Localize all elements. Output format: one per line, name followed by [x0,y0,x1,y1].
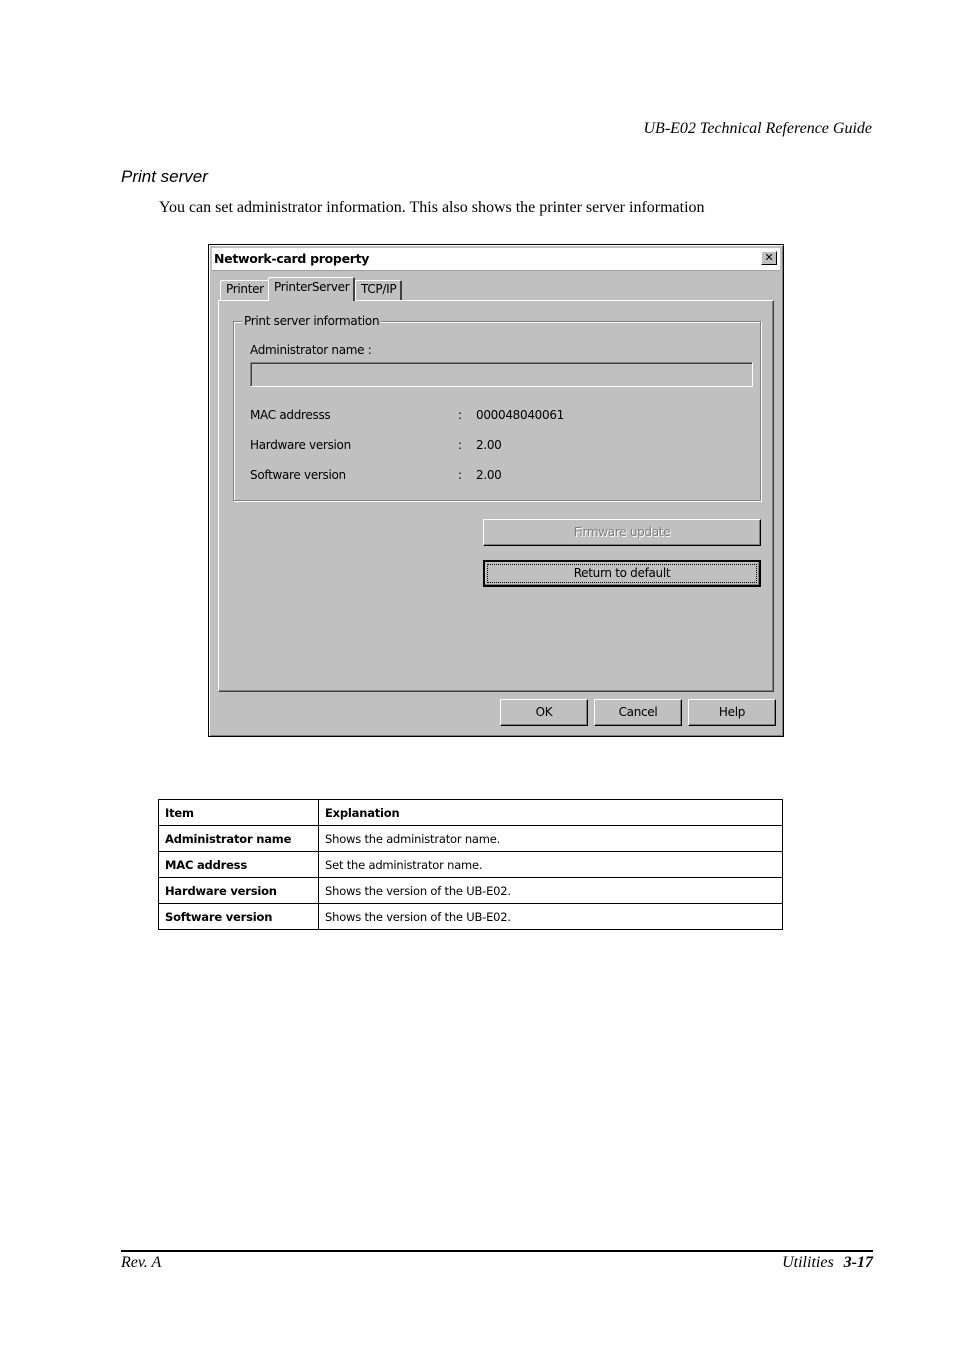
return-to-default-label: Return to default [573,566,671,580]
focus-rectangle [487,564,757,583]
table-cell-item: MAC address [159,852,319,878]
hardware-version-separator: : [458,438,462,452]
hardware-version-value: 2.00 [476,438,502,452]
firmware-update-button[interactable]: Firmware update [483,519,761,546]
dialog-title: Network-card property [214,251,370,266]
table-cell-item: Hardware version [159,878,319,904]
page-number: 3-17 [843,1254,873,1271]
admin-name-label: Administrator name : [250,343,372,357]
tab-printer[interactable]: Printer [220,280,270,300]
table-cell-explanation: Shows the version of the UB-E02. [319,904,783,930]
table-row [159,904,783,930]
ok-button[interactable]: OK [500,699,588,726]
section-title: Print server [121,167,208,186]
footer-page-info [782,1254,873,1272]
admin-name-input[interactable] [250,362,753,387]
cancel-button[interactable]: Cancel [594,699,682,726]
table-header-row [159,800,783,826]
tab-tcpip[interactable]: TCP/IP [355,280,402,300]
close-icon: ✕ [764,251,774,264]
mac-address-value: 000048040061 [476,408,565,422]
table-row [159,826,783,852]
table-header-explanation: Explanation [319,800,783,826]
footer-section: Utilities [782,1254,834,1271]
help-button[interactable]: Help [688,699,776,726]
hardware-version-label: Hardware version [250,438,351,452]
return-to-default-button[interactable] [483,560,761,587]
table-row [159,852,783,878]
footer-rule [121,1250,873,1252]
close-button[interactable] [761,251,777,265]
table-cell-explanation: Shows the version of the UB-E02. [319,878,783,904]
mac-address-separator: : [458,408,462,422]
group-title: Print server information [244,314,380,328]
tab-printerserver[interactable]: PrinterServer [268,277,355,301]
table-cell-item: Administrator name [159,826,319,852]
printerserver-tab-panel [218,300,774,692]
table-cell-item: Software version [159,904,319,930]
running-header: UB-E02 Technical Reference Guide [643,120,872,137]
item-explanation-table [158,799,783,930]
intro-paragraph: You can set administrator information. This also shows the printer server information [159,199,705,216]
software-version-value: 2.00 [476,468,502,482]
table-header-item: Item [159,800,319,826]
print-server-info-group [233,314,761,501]
table-cell-explanation: Set the administrator name. [319,852,783,878]
software-version-separator: : [458,468,462,482]
table-cell-explanation: Shows the administrator name. [319,826,783,852]
software-version-label: Software version [250,468,346,482]
dialog-titlebar[interactable] [212,248,780,271]
network-card-property-dialog [208,244,784,737]
table-row [159,878,783,904]
footer-revision: Rev. A [121,1254,162,1271]
mac-address-label: MAC addresss [250,408,331,422]
